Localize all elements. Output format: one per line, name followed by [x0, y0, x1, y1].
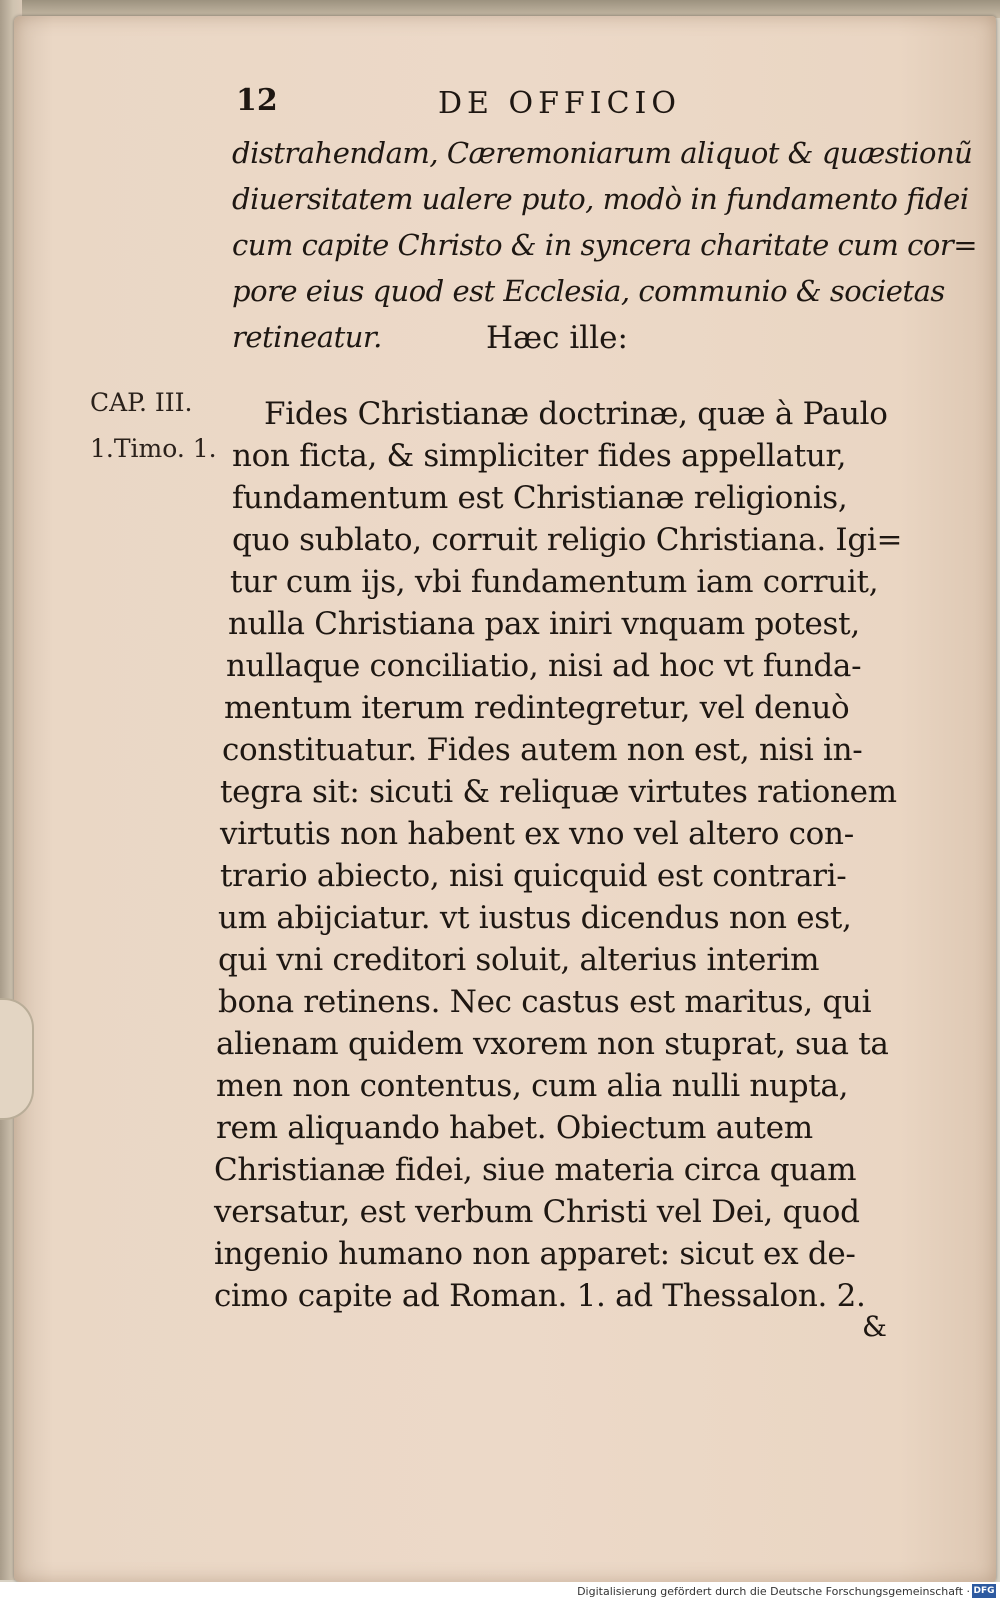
quote-close: Hæc ille: — [486, 320, 628, 356]
body-line: virtutis non habent ex vno vel altero con- — [220, 816, 854, 852]
body-line: nullaque conciliatio, nisi ad hoc vt funda- — [226, 648, 862, 684]
running-title: DE OFFICIO — [438, 86, 681, 121]
body-line: tegra sit: sicuti & reliquæ virtutes rationem — [220, 774, 897, 810]
body-line: quo sublato, corruit religio Christiana. Igi= — [232, 522, 903, 558]
margin-chapter: CAP. III. — [90, 388, 193, 417]
body-line: qui vni creditori soluit, alterius interim — [218, 942, 820, 978]
dfg-logo: DFG — [973, 1586, 995, 1596]
body-line: bona retinens. Nec castus est maritus, qui — [218, 984, 872, 1020]
quote-line: diuersitatem ualere puto, modò in fundamento fidei — [232, 182, 969, 216]
body-line: Fides Christianæ doctrinæ, quæ à Paulo — [264, 396, 888, 432]
body-line: um abijciatur. vt iustus dicendus non est, — [218, 900, 852, 936]
footer-credit: Digitalisierung gefördert durch die Deutsche Forschungsgemeinschaft · — [577, 1585, 970, 1598]
body-line: Christianæ fidei, siue materia circa quam — [214, 1152, 857, 1188]
quote-line: cum capite Christo & in syncera charitate cum cor= — [232, 228, 978, 262]
body-line: ingenio humano non apparet: sicut ex de- — [214, 1236, 856, 1272]
body-line: trario abiecto, nisi quicquid est contrari- — [220, 858, 847, 894]
quote-line: retineatur. — [232, 320, 382, 354]
margin-reference: 1.Timo. 1. — [90, 434, 217, 463]
page-number: 12 — [236, 83, 278, 118]
body-line: alienam quidem vxorem non stuprat, sua ta — [216, 1026, 889, 1062]
body-line: mentum iterum redintegretur, vel denuò — [224, 690, 850, 726]
body-line: rem aliquando habet. Obiectum autem — [216, 1110, 813, 1146]
body-line: tur cum ijs, vbi fundamentum iam corruit, — [230, 564, 879, 600]
body-line: fundamentum est Christianæ religionis, — [232, 480, 848, 516]
quote-line: distrahendam, Cæremoniarum aliquot & quæstionũ — [232, 136, 973, 170]
body-line: men non contentus, cum alia nulli nupta, — [216, 1068, 849, 1104]
quote-line: pore eius quod est Ecclesia, communio & societas — [232, 274, 945, 308]
book-clasp — [0, 998, 34, 1120]
catchword: & — [862, 1310, 887, 1343]
body-line: nulla Christiana pax iniri vnquam potest, — [228, 606, 860, 642]
body-line: constituatur. Fides autem non est, nisi in- — [222, 732, 863, 768]
body-line: cimo capite ad Roman. 1. ad Thessalon. 2. — [214, 1278, 866, 1314]
body-line: non ficta, & simpliciter fides appellatur, — [232, 438, 847, 474]
body-line: versatur, est verbum Christi vel Dei, quod — [214, 1194, 860, 1230]
